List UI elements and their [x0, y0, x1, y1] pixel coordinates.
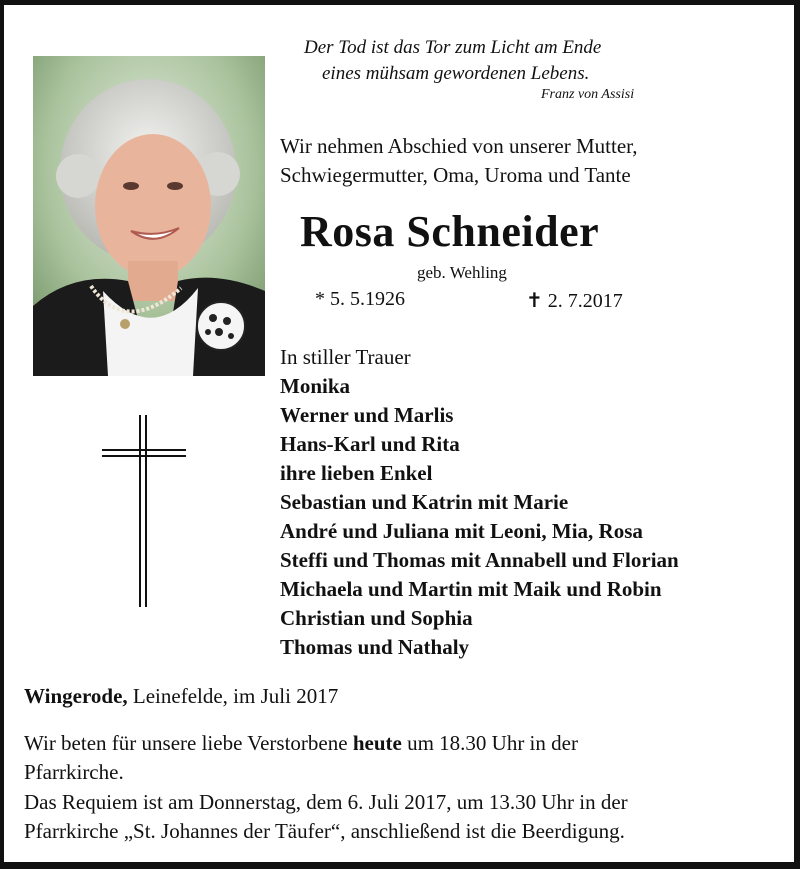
quote-line-2: eines mühsam gewordenen Lebens. — [322, 63, 590, 84]
mourner-name: Werner und Marlis — [280, 403, 454, 427]
mourners-lead: In stiller Trauer — [280, 345, 411, 369]
deceased-name: Rosa Schneider — [300, 207, 600, 256]
mourner-name: Steffi und Thomas mit Annabell und Florian — [280, 548, 679, 572]
cross-icon — [100, 413, 190, 609]
mourner-name: ihre lieben Enkel — [280, 461, 433, 485]
place-date — [24, 682, 338, 711]
notice-text: Wir beten für unsere liebe Verstorbene — [24, 731, 353, 755]
birth-date: * 5. 5.1926 — [315, 288, 405, 310]
mourner-name: Hans-Karl und Rita — [280, 432, 460, 456]
mourners-list — [280, 343, 679, 662]
notice-p2-line2: Pfarrkirche „St. Johannes der Täufer“, anschließend ist die Beerdigung. — [24, 819, 625, 843]
death-date: ✝ 2. 7.2017 — [526, 290, 623, 312]
place-rest: Leinefelde, im Juli 2017 — [127, 684, 339, 708]
quote-line-1: Der Tod ist das Tor zum Licht am Ende — [304, 37, 602, 58]
notice-p1-line2: Pfarrkirche. — [24, 760, 124, 784]
intro-line-2: Schwiegermutter, Oma, Uroma und Tante — [280, 163, 631, 187]
notice-p2-line1: Das Requiem ist am Donnerstag, dem 6. Juli 2017, um 13.30 Uhr in der — [24, 790, 628, 814]
notice-emphasis: heute — [352, 731, 402, 755]
mourner-name: Sebastian und Katrin mit Marie — [280, 490, 569, 514]
mourner-name: Thomas und Nathaly — [280, 635, 470, 659]
mourner-name: André und Juliana mit Leoni, Mia, Rosa — [280, 519, 643, 543]
mourner-name: Monika — [280, 374, 351, 398]
mourner-name: Christian und Sophia — [280, 606, 473, 630]
portrait-photo — [33, 56, 265, 376]
notice-text: um 18.30 Uhr in der — [401, 731, 578, 755]
birth-name: geb. Wehling — [417, 263, 507, 282]
notice-p1-line1 — [24, 729, 578, 758]
mourner-name: Michaela und Martin mit Maik und Robin — [280, 577, 662, 601]
quote-author: Franz von Assisi — [541, 87, 635, 102]
intro-line-1: Wir nehmen Abschied von unserer Mutter, — [280, 134, 638, 158]
place-town: Wingerode, — [24, 684, 128, 708]
